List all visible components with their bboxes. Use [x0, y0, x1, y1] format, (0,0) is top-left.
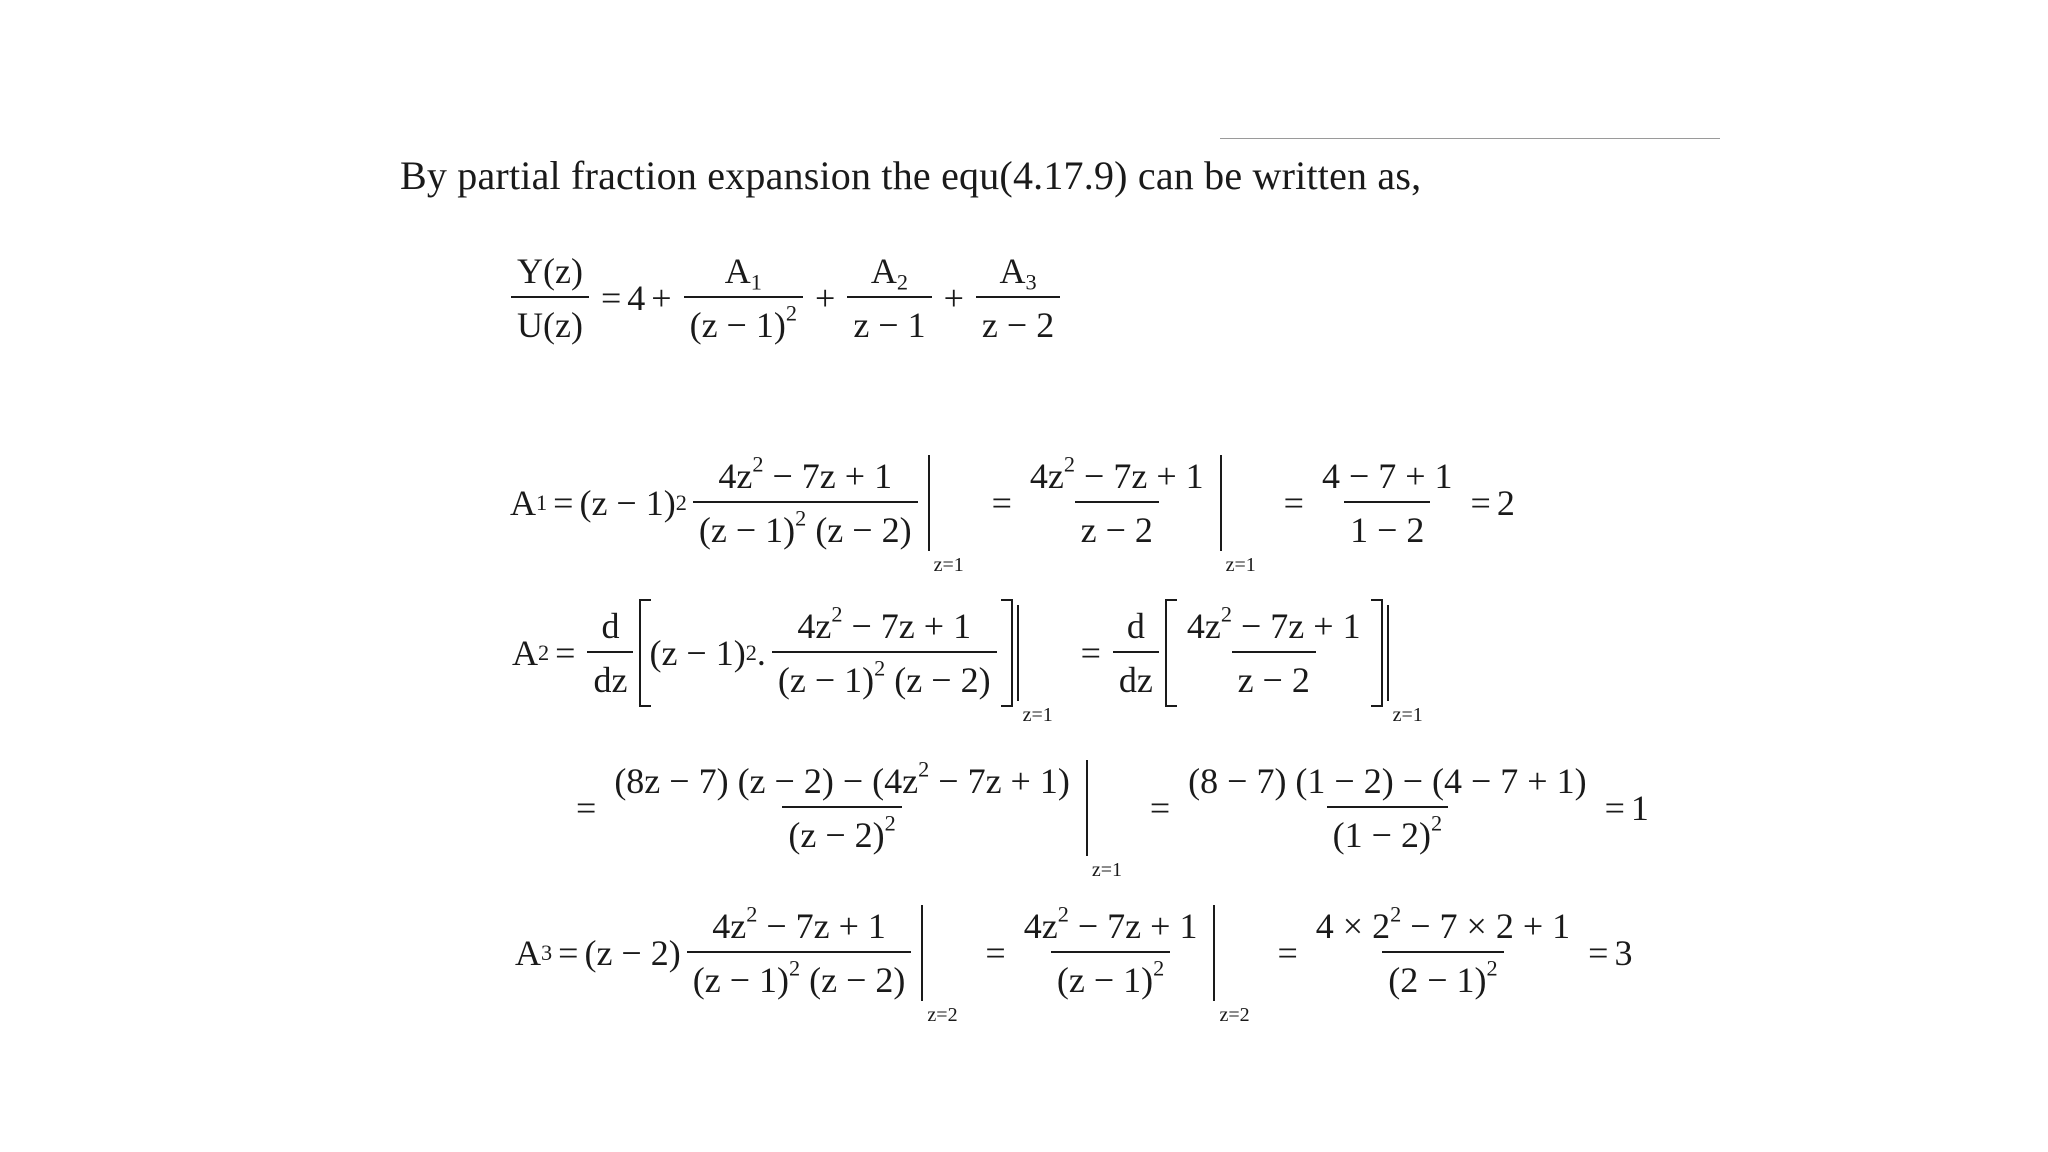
equation-a1: A 1 = (z − 1) 2 $\frac{4z^2 - 7z + 1}{(z - 1)^2 (z - 2)}$ z=1 = $\frac{4z^2 - 7z + 1}{z - 2}$ z=1 = $\frac{4 - 7 + 1}{1 - 2}$ = 2 — [510, 451, 1515, 576]
equation-a2: A 2 = $\frac{d}{dz}$ (z − 1) 2 . $\frac{4z^2 - 7z + 1}{(z - 1)^2 (z - 2)}$ z=1 = $\frac{d}{dz}$ $\frac{4z^2 - 7z + 1}{z - 2}$ z=1 — [512, 601, 1423, 726]
evaluation-a1-step2: $\frac{4z^2 - 7z + 1}{z - 2}$ z=1 — [1029, 451, 1256, 576]
a3-numeric-fraction: $\frac{4 \times 2^2 - 7 \times 2 + 1}{(2 - 1)^2}$ — [1315, 901, 1571, 1000]
square-bracket: (z − 1) 2 . $\frac{4z^2 - 7z + 1}{(z - 1)^2 (z - 2)}$ — [639, 605, 1012, 701]
evaluation-a2-step3: $\frac{(8z - 7) (z - 2) - (4z^2 - 7z + 1)}{(z - 2)^2}$ z=1 — [614, 756, 1122, 881]
a1-numeric-fraction: $\frac{4 - 7 + 1}{1 - 2}$ — [1321, 456, 1453, 550]
evaluation-a2-step1: (z − 1) 2 . $\frac{4z^2 - 7z + 1}{(z - 1)^2 (z - 2)}$ z=1 — [639, 605, 1024, 701]
equation-a2-continuation: = $\frac{(8z - 7) (z - 2) - (4z^2 - 7z + 1)}{(z - 2)^2}$ z=1 = $\frac{(8 - 7) (1 - 2) - (4 - 7 + 1)}{(1 - 2)^2}$ = 1 — [576, 756, 1649, 881]
lhs-fraction: $\frac{Y(z)}{U(z)}$ — [511, 250, 589, 346]
a1-result: 2 — [1496, 483, 1515, 523]
evaluation-a2-step2: $\frac{4z^2 - 7z + 1}{z - 2}$ z=1 — [1165, 605, 1395, 701]
top-rule — [1220, 138, 1720, 139]
a3-result: 3 — [1614, 933, 1633, 973]
evaluation-a3-step2: $\frac{4z^2 - 7z + 1}{(z - 1)^2}$ z=2 — [1023, 901, 1250, 1026]
equation-a3: A 3 = (z − 2) $\frac{4z^2 - 7z + 1}{(z - 1)^2 (z - 2)}$ z=2 = $\frac{4z^2 - 7z + 1}{(z - 1)^2}$ z=2 = $\frac{4 \times 2^2 - 7 \times 2 + 1}{(2 - 1)^2}$ = 3 — [515, 901, 1633, 1026]
intro-sentence: By partial fraction expansion the equ(4.17.9) can be written as, — [400, 153, 1422, 198]
a2-numeric-fraction: $\frac{(8 - 7) (1 - 2) - (4 - 7 + 1)}{(1 - 2)^2}$ — [1188, 761, 1587, 855]
term-a1: $\frac{A_1}{(z - 1)^2}$ — [684, 250, 803, 346]
derivative-operator: $\frac{d}{dz}$ — [587, 605, 633, 701]
a2-result: 1 — [1630, 788, 1649, 828]
evaluation-a1-step1: $\frac{4z^2 - 7z + 1}{(z - 1)^2 (z - 2)}$ z=1 — [687, 455, 936, 551]
derivative-operator-2: $\frac{d}{dz}$ — [1113, 605, 1159, 701]
term-a2: $\frac{A_2}{z - 1}$ — [847, 250, 931, 346]
evaluation-a3-step1: $\frac{4z^2 - 7z + 1}{(z - 1)^2 (z - 2)}$ z=2 — [681, 905, 930, 1001]
term-a3: $\frac{A_3}{z - 2}$ — [976, 250, 1060, 346]
equation-expansion: $\frac{Y(z)}{U(z)}$ = 4 + $\frac{A_1}{(z - 1)^2}$ + $\frac{A_2}{z - 1}$ + $\frac{A_3}{z - 2}$ — [505, 250, 1066, 346]
